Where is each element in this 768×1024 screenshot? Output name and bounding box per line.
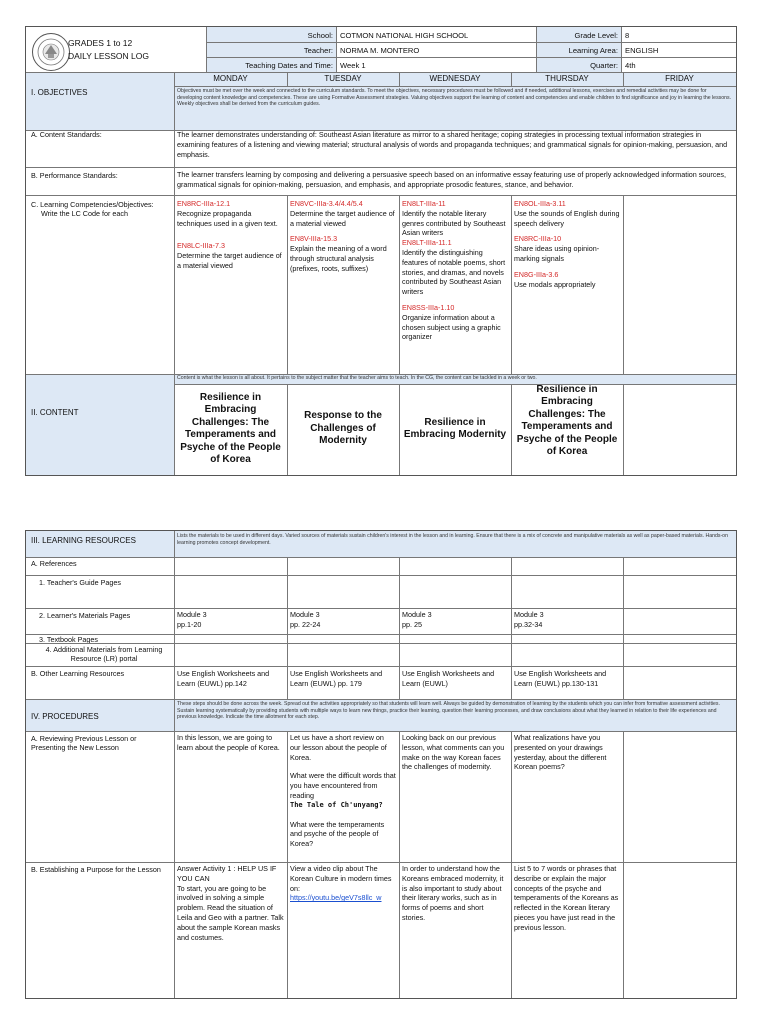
lm-thursday: Module 3 pp.32-34: [514, 610, 544, 629]
purpose-monday: Answer Activity 1 : HELP US IF YOU CAN To start, you are going to be involved in solving a simple problem. Read the situation of Leila and Geo with a partner. Talk about the sample Korean masks and costumes.: [177, 864, 284, 942]
teacher-label: Teacher:: [303, 46, 333, 55]
reviewing-label: A. Reviewing Previous Lesson or Presenting the New Lesson: [31, 734, 137, 752]
performance-standards-label: B. Performance Standards:: [31, 171, 118, 180]
video-link[interactable]: https://youtu.be/geV7s8llc_w: [290, 893, 382, 903]
lc-text: Share ideas using opinion-marking signals: [514, 244, 600, 263]
competencies-thursday: [511, 197, 623, 291]
other-wednesday: Use English Worksheets and Learn (EUWL): [402, 669, 495, 688]
reviewing-monday: In this lesson, we are going to learn about the people of Korea.: [177, 733, 280, 752]
content-tuesday: Response to the Challenges of Modernity: [304, 410, 382, 447]
references-label: A. References: [31, 559, 77, 568]
reviewing-thursday: What realizations have you presented on your drawings yesterday, about the different Korean poems?: [514, 733, 607, 772]
objectives-title: I. OBJECTIVES: [31, 88, 88, 97]
performance-standards-text: The learner transfers learning by composing and delivering a persuasive speech based on an informative essay featuring use of properly acknowledged information sources, grammatical signals for opinion-making, persuasion, and emphasis, and appropriate prosodic features, stance, and behavior.: [177, 170, 726, 189]
content-thursday: Resilience in Embracing Challenges: The Temperaments and Psyche of the People of Korea: [516, 383, 618, 457]
content-wednesday: Resilience in Embracing Modernity: [403, 416, 507, 440]
teacher-value: NORMA M. MONTERO: [340, 46, 420, 55]
objectives-note: Objectives must be met over the week and connected to the curriculum standards. To meet the objectives, necessary procedures must be followed and if needed, additional lessons, exercises and remedial activities may be done for developing content knowledge and competencies. These are using Formative Assessment strategies. Valuing objectives support the learning of content and competencies and enable children to find significance and joy in learning the lessons. Weekly objectives shall be derived from the curriculum guides.: [174, 86, 736, 130]
competencies-title: C. Learning Competencies/Objectives:: [31, 200, 154, 209]
grade-value: 8: [625, 31, 630, 40]
lc-code: EN8OL-IIIa-3.11: [514, 199, 566, 208]
lc-text: Identify the distinguishing features of notable poems, short stories, and dramas, and novels contributed by Southeast Asian writers: [402, 247, 506, 297]
dates-label: Teaching Dates and Time:: [245, 61, 333, 70]
day-tuesday: TUESDAY: [324, 74, 362, 83]
content-header-bg: [26, 374, 174, 475]
deped-seal-icon: [31, 32, 71, 72]
lc-text: Recognize propaganda techniques used in a given text.: [177, 208, 278, 228]
purpose-thursday: List 5 to 7 words or phrases that describe or explain the major concepts of the psyche and temperaments of the Koreans as reflected in the Korean literary pieces you have just read in the previous lesson.: [514, 864, 619, 932]
lc-text: Identify the notable literary genres contributed by Southeast Asian writers: [402, 208, 506, 238]
purpose-wednesday: In order to understand how the Koreans embraced modernity, it is also important to study about their literary works, such as in forms of poems and short stories.: [402, 864, 504, 922]
lc-code: EN8LT-IIIa-11.1: [402, 238, 452, 248]
other-tuesday: Use English Worksheets and Learn (EUWL) pp. 179: [290, 669, 383, 688]
competencies-label: [28, 199, 172, 220]
day-wednesday: WEDNESDAY: [429, 74, 481, 83]
lc-code: EN8RC-IIIa-12.1: [177, 199, 231, 208]
lc-code: EN8G-IIIa-3.6: [514, 269, 559, 279]
lc-text: Determine the target audience of a material viewed: [290, 208, 395, 228]
competencies-tuesday: [287, 197, 399, 276]
lc-text: Determine the target audience of a material viewed: [177, 251, 282, 270]
reviewing-tuesday: [287, 731, 399, 851]
procedures-note: These steps should be done across the week. Spread out the activities appropriately so that students will learn well. Always be guided by demonstration of learning by the students which you can infer from formative assessment activities. Sustain learning systematically by providing students with multiple ways to learn new things, practice their learning, question their learning processes, and draw conclusions about what they learned in relation to their life experiences and previous knowledge. Indicate the time allotment for each step.: [174, 699, 736, 731]
reviewing-tuesday-title: The Tale of Ch'unyang?: [290, 800, 383, 809]
lc-text: Use the sounds of English during speech delivery: [514, 208, 620, 228]
grade-label: Grade Level:: [574, 31, 618, 40]
lc-code: EN8SS-IIIa-1.10: [402, 302, 455, 312]
grades-label: GRADES 1 to 12: [68, 38, 133, 48]
school-value: COTMON NATIONAL HIGH SCHOOL: [340, 31, 469, 40]
school-label: School:: [307, 31, 333, 40]
lm-wednesday: Module 3 pp. 25: [402, 610, 432, 629]
purpose-label: B. Establishing a Purpose for the Lesson: [31, 865, 161, 874]
learners-materials-label: 2. Learner's Materials Pages: [39, 611, 131, 620]
log-title: DAILY LESSON LOG: [68, 51, 149, 61]
objectives-header-bg: [26, 72, 174, 130]
day-monday: MONDAY: [213, 74, 248, 83]
lc-code: EN8V-IIIa-15.3: [290, 234, 338, 244]
teachers-guide-label: 1. Teacher's Guide Pages: [39, 578, 121, 587]
competencies-monday: [174, 197, 287, 273]
lc-code: EN8RC-IIIa-10: [514, 234, 562, 244]
competencies-wednesday: [399, 197, 511, 344]
purpose-tuesday-text: View a video clip about The Korean Culture in modern times on:: [290, 864, 392, 893]
other-monday: Use English Worksheets and Learn (EUWL) pp.142: [177, 669, 270, 688]
reviewing-tuesday-1: Let us have a short review on our lesson about the people of Korea.: [290, 733, 387, 762]
lesson-log-page-1: [25, 26, 737, 476]
quarter-value: 4th: [625, 61, 636, 70]
purpose-tuesday: [287, 862, 399, 905]
competencies-subtitle: Write the LC Code for each: [41, 208, 128, 218]
resources-title: III. LEARNING RESOURCES: [31, 536, 136, 545]
dates-value: Week 1: [340, 61, 366, 70]
area-value: ENGLISH: [625, 46, 659, 55]
reviewing-wednesday: Looking back on our previous lesson, what comments can you make on the way Korean faces the challenges of modernity.: [402, 733, 505, 772]
content-note: Content is what the lesson is all about. It pertains to the subject matter that the teacher aims to teach. In the CG, the content can be tackled in a week or two.: [174, 374, 736, 384]
day-thursday: THURSDAY: [545, 74, 589, 83]
other-resources-label: B. Other Learning Resources: [31, 669, 125, 678]
lm-tuesday: Module 3 pp. 22-24: [290, 610, 321, 629]
reviewing-tuesday-2: What were the difficult words that you have encountered from reading: [290, 771, 396, 800]
additional-materials-label: 4. Additional Materials from Learning Resource (LR) portal: [45, 645, 163, 663]
textbook-label: 3. Textbook Pages: [39, 635, 99, 644]
content-title: II. CONTENT: [31, 408, 79, 417]
resources-note: Lists the materials to be used in different days. Varied sources of materials sustain children's interest in the lesson and in learning. Ensure that there is a mix of concrete and manipulative materials as well as paper-based materials. Hands-on learning promotes concept development.: [174, 531, 736, 557]
quarter-label: Quarter:: [590, 61, 618, 70]
other-thursday: Use English Worksheets and Learn (EUWL) pp.130-131: [514, 669, 607, 688]
lm-monday: Module 3 pp.1-20: [177, 610, 207, 629]
content-standards-label: A. Content Standards:: [31, 130, 102, 139]
lc-code: EN8LT-IIIa-11: [402, 199, 446, 208]
content-standards-text: The learner demonstrates understanding of: Southeast Asian literature as mirror to a shared heritage; coping strategies in processing textual information strategies in examining features of a listening and viewing material; structural analysis of words and propaganda techniques; and grammatical signals for opinion-making, persuasion, and emphasis.: [177, 130, 728, 159]
lc-code: EN8LC-IIIa-7.3: [177, 241, 225, 251]
lc-text: Use modals appropriately: [514, 279, 596, 289]
lesson-log-page-2: [25, 530, 737, 999]
lc-text: Explain the meaning of a word through structural analysis (prefixes, roots, suffixes): [290, 244, 387, 273]
reviewing-tuesday-3: What were the temperaments and psyche of the people of Korea?: [290, 819, 385, 849]
area-label: Learning Area:: [568, 46, 618, 55]
lc-code: EN8VC-IIIa-3.4/4.4/5.4: [290, 199, 363, 208]
header-title: [68, 37, 198, 63]
lc-text: Organize information about a chosen subject using a graphic organizer: [402, 312, 501, 342]
content-monday: Resilience in Embracing Challenges: The Temperaments and Psyche of the People of Korea: [180, 391, 281, 465]
procedures-title: IV. PROCEDURES: [31, 712, 99, 721]
day-friday: FRIDAY: [665, 74, 694, 83]
